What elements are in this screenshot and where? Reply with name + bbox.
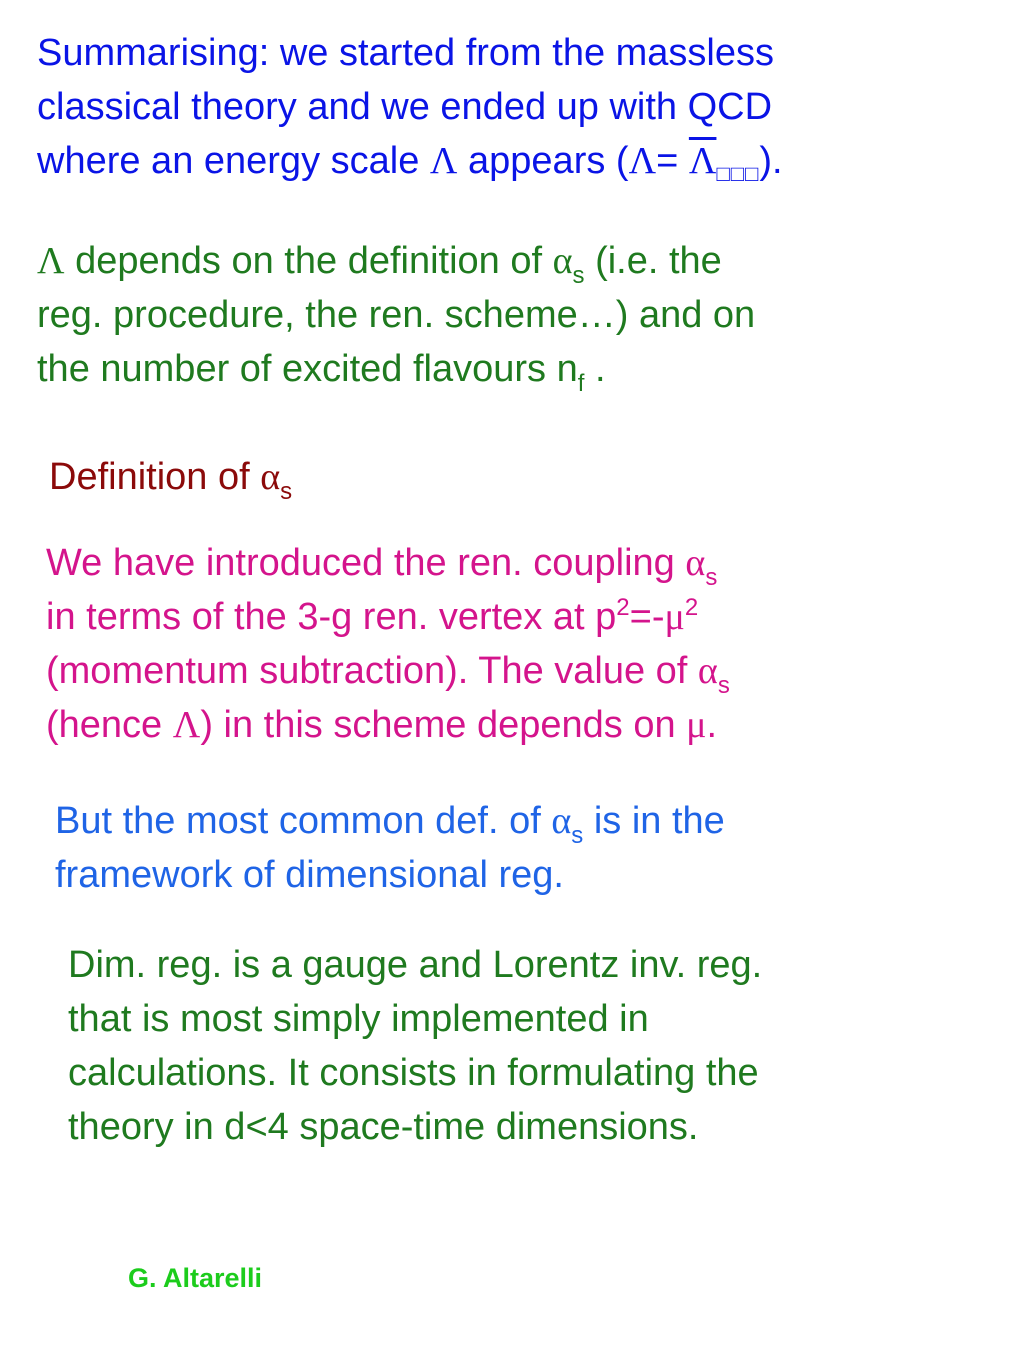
lambda-symbol: Λ — [37, 240, 65, 282]
common-definition-paragraph — [55, 794, 725, 902]
lambda-bar-symbol: $\overline{\Lambda}$ — [688, 140, 717, 182]
dimensional-regularization-paragraph — [68, 938, 762, 1154]
summary-text: where an energy scale — [37, 140, 430, 182]
lambda-symbol: Λ — [172, 704, 201, 746]
momentum-text: . — [706, 704, 718, 746]
dimreg-line-1: Dim. reg. is a gauge and Lorentz inv. reg. — [68, 944, 763, 986]
common-line-2: framework of dimensional reg. — [55, 854, 564, 896]
alpha-subscript: s — [280, 478, 293, 505]
author-credit: G. Altarelli — [128, 1263, 263, 1293]
summary-paragraph — [37, 26, 783, 188]
lambda-symbol: Λ — [628, 140, 657, 182]
alpha-subscript: s — [705, 564, 718, 591]
momentum-line-4 — [46, 698, 730, 752]
alpha-symbol: α — [552, 240, 573, 282]
depends-line-3 — [37, 342, 755, 396]
equals-sign: = — [656, 140, 689, 182]
depends-line-1 — [37, 234, 755, 288]
mu-symbol: μ — [686, 704, 707, 746]
missing-glyph-boxes: □□□ — [716, 161, 760, 186]
squared-superscript: 2 — [684, 594, 699, 621]
summary-line-2: classical theory and we ended up with QCD — [37, 86, 773, 128]
momentum-text: in terms of the 3-g ren. vertex at p — [46, 596, 617, 638]
alpha-subscript: s — [572, 262, 585, 289]
momentum-subtraction-paragraph — [46, 536, 730, 752]
summary-text: appears ( — [457, 140, 629, 182]
common-text: But the most common def. of — [55, 800, 552, 842]
momentum-text: (momentum subtraction). The value of — [46, 650, 698, 692]
definition-heading — [49, 450, 292, 504]
mu-symbol: μ — [664, 596, 685, 638]
alpha-symbol: α — [551, 800, 572, 842]
alpha-subscript: s — [717, 672, 730, 699]
momentum-line-1 — [46, 536, 730, 590]
squared-superscript: 2 — [616, 594, 630, 621]
common-line-1 — [55, 794, 725, 848]
dimreg-line-3: calculations. It consists in formulating the — [68, 1052, 759, 1094]
summary-line-3 — [37, 134, 783, 188]
momentum-line-3 — [46, 644, 730, 698]
alpha-symbol: α — [260, 456, 281, 498]
depends-text: the number of excited flavours n — [37, 348, 578, 390]
depends-line-2: reg. procedure, the ren. scheme…) and on — [37, 294, 756, 336]
alpha-symbol: α — [697, 650, 718, 692]
momentum-text: ) in this scheme depends on — [200, 704, 687, 746]
momentum-line-2 — [46, 590, 730, 644]
common-text: is in the — [583, 800, 725, 842]
depends-text: . — [584, 348, 606, 390]
definition-heading-line — [49, 450, 292, 504]
alpha-subscript: s — [571, 822, 584, 849]
momentum-text: =- — [629, 596, 665, 638]
lambda-symbol: Λ — [429, 140, 458, 182]
nf-subscript: f — [577, 370, 585, 397]
summary-line-1: Summarising: we started from the massless — [37, 32, 775, 74]
momentum-text: We have introduced the ren. coupling — [46, 542, 686, 584]
depends-text: depends on the definition of — [64, 240, 553, 282]
alpha-symbol: α — [685, 542, 706, 584]
dimreg-line-2: that is most simply implemented in — [68, 998, 649, 1040]
lambda-dependence-paragraph — [37, 234, 755, 396]
definition-heading-text: Definition of — [49, 456, 261, 498]
depends-text: (i.e. the — [584, 240, 722, 282]
summary-text: ). — [759, 140, 783, 182]
momentum-text: (hence — [46, 704, 173, 746]
dimreg-line-4: theory in d<4 space-time dimensions. — [68, 1106, 699, 1148]
